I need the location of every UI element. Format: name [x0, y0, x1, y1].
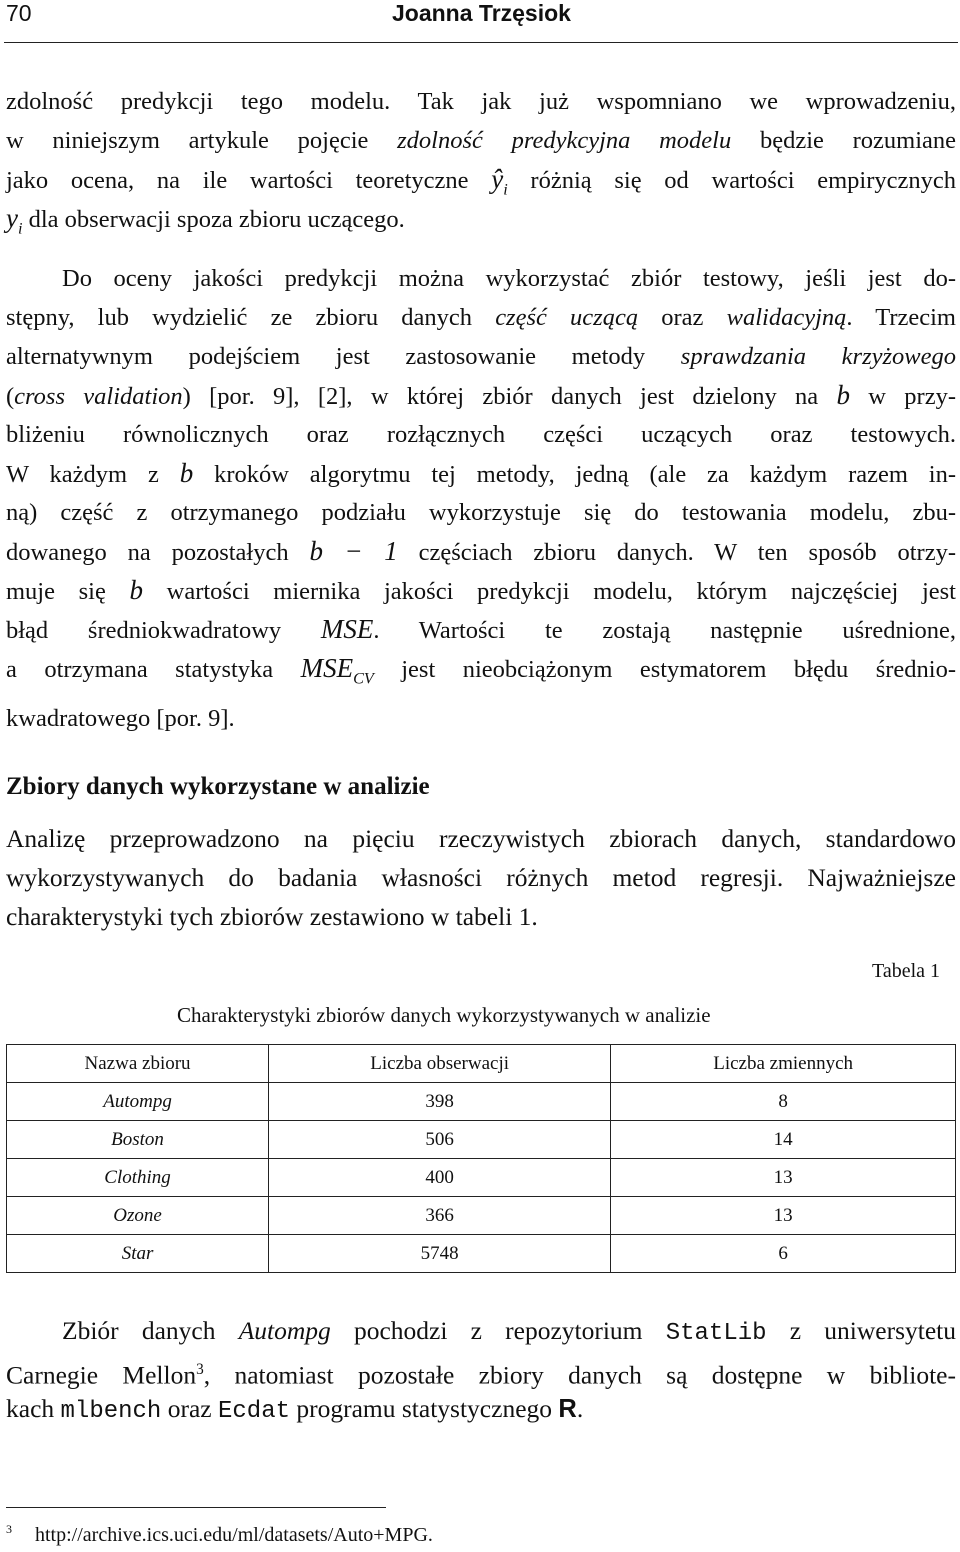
- observations-count: 366: [269, 1197, 611, 1235]
- observations-count: 5748: [269, 1235, 611, 1273]
- table-row: [7, 1197, 956, 1235]
- dataset-name: Boston: [7, 1121, 269, 1159]
- table-label: Tabela 1: [872, 960, 941, 982]
- observations-count: 506: [269, 1121, 611, 1159]
- running-author: Joanna Trzęsiok: [392, 0, 571, 26]
- variables-count: 14: [611, 1121, 956, 1159]
- footnote-ref: 3: [196, 1361, 204, 1378]
- math-y: $y_i$: [6, 203, 23, 238]
- text-line: zdolność predykcji tego modelu. Tak jak już wspomniano we wprowadzeniu,: [6, 88, 956, 115]
- r-program-name: R: [558, 1395, 577, 1423]
- footnote: [6, 1522, 433, 1547]
- variables-count: 8: [611, 1083, 956, 1121]
- section-heading: Zbiory danych wykorzystane w analizie: [6, 773, 430, 800]
- variables-count: 13: [611, 1197, 956, 1235]
- table-header-row: [7, 1045, 956, 1083]
- table-caption: Charakterystyki zbiorów danych wykorzystywanych w analizie: [177, 1003, 711, 1027]
- math-b-minus-1: b − 1: [309, 536, 398, 566]
- math-b: b: [836, 380, 850, 410]
- page-header: [0, 0, 960, 36]
- dataset-name: Autompg: [7, 1083, 269, 1121]
- paragraph-3: Zbiór danych Autompg pochodzi z repozytorium StatLib z uniwersytetu Carnegie Mellon$^3$, natomiast pozostałe zbiory danych są dostępne w bibliote- kach mlbench oraz Ecdat programu statystycznego R.: [6, 1316, 956, 1425]
- table-row: [7, 1235, 956, 1273]
- dataset-name: Ozone: [7, 1197, 269, 1235]
- paragraph-2: Do oceny jakości predykcji można wykorzystać zbiór testowy, jeśli jest do- stępny, lub wydzielić ze zbioru danych część uczącą oraz walidacyjną. Trzecim alternatywnym podejściem jest zastosowanie metody sprawdzania krzyżowego (cross validation) [por. 9], [2], w której zbiór danych jest dzielony na b w przy- bliżeniu równolicznych oraz rozłącznych części uczących oraz testowych. W każdym z b kroków algorytmu tej metody, jedną (ale za każdym razem in- ną) część z otrzymanego podziału wykorzystuje się do testowania modelu, zbu- dowanego na pozostałych b − 1 częściach zbioru danych. W ten sposób otrzy- muje się b wartości miernika jakości predykcji modelu, którym najczęściej jest błąd średniokwadratowy MSE. Wartości te zostają następnie uśrednione, a otrzymana statystyka $MSE_{CV}$ jest nieobciążonym estymatorem błędu średnio- kwadratowego [por. 9].: [6, 265, 957, 732]
- math-y-hat: $ŷ_i$: [491, 164, 508, 199]
- observations-count: 398: [269, 1083, 611, 1121]
- table-row: [7, 1159, 956, 1197]
- observations-count: 400: [269, 1159, 611, 1197]
- page-number: 70: [6, 0, 32, 26]
- math-mse-cv: $MSE_{CV}$: [300, 653, 374, 688]
- code-ecdat: Ecdat: [217, 1398, 290, 1425]
- code-statlib: StatLib: [665, 1320, 767, 1347]
- math-mse: MSE: [320, 614, 374, 644]
- dataset-name: Star: [7, 1235, 269, 1273]
- section-paragraph: Analizę przeprowadzono na pięciu rzeczywistych zbiorach danych, standardowo wykorzystywanych do badania własności różnych metod regresji. Najważniejsze charakterystyki tych zbiorów zestawiono w tabeli 1.: [6, 824, 956, 931]
- math-b: b: [179, 458, 194, 488]
- variables-count: 6: [611, 1235, 956, 1273]
- table-row: [7, 1121, 956, 1159]
- header-rule: [4, 42, 958, 43]
- footnote-url: http://archive.ics.uci.edu/ml/datasets/Auto+MPG.: [35, 1523, 433, 1546]
- code-mlbench: mlbench: [60, 1398, 162, 1425]
- paragraph-1: zdolność predykcji tego modelu. Tak jak już wspomniano we wprowadzeniu, w niniejszym artykule pojęcie zdolność predykcyjna modelu będzie rozumiane jako ocena, na ile wartości teoretyczne $ŷ_i$ różnią się od wartości empirycznych $y_i$ dla obserwacji spoza zbioru uczącego.: [6, 88, 957, 238]
- table-row: [7, 1083, 956, 1121]
- dataset-name: Clothing: [7, 1159, 269, 1197]
- math-b: b: [129, 575, 143, 605]
- footnote-rule: [6, 1507, 386, 1508]
- column-header: Liczba zmiennych: [611, 1045, 956, 1083]
- variables-count: 13: [611, 1159, 956, 1197]
- emphasis: zdolność predykcyjna modelu: [397, 127, 732, 154]
- column-header: Liczba obserwacji: [269, 1045, 611, 1083]
- footnote-number: 3: [6, 1522, 12, 1536]
- data-table: [6, 1044, 956, 1273]
- column-header: Nazwa zbioru: [7, 1045, 269, 1083]
